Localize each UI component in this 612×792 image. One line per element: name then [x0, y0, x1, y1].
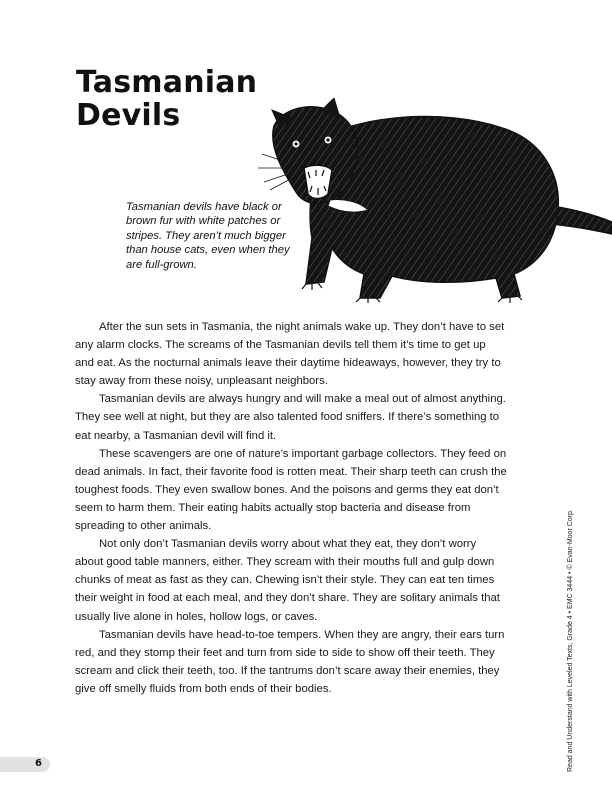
page-number-tab — [0, 757, 50, 772]
paragraph: Tasmanian devils have head-to-toe tempers. When they are angry, their ears turn red, and they stomp their feet and turn from side to side to show off their teeth. They scream and click their teeth, too. If the tantrums don’t scare away their enemies, they give off smelly fluids from both ends of their bodies. — [75, 628, 505, 695]
publisher-credit: Read and Understand with Leveled Texts, Grade 4 • EMC 3444 • © Evan-Moor Corp. — [567, 509, 574, 772]
paragraph: Not only don’t Tasmanian devils worry about what they eat, they don’t worry about good table manners, either. They scream with their mouths full and gulp down chunks of meat as fast as they can. Chewing isn’t their style. They can eat ten times their weight in food at each meal, and they don’t share. They are solitary animals that usually live alone in holes, hollow logs, or caves. — [75, 538, 500, 623]
illustration-caption: Tasmanian devils have black or brown fur with white patches or stripes. They aren’t much bigger than house cats, even when they are full-grown. — [126, 201, 290, 271]
paragraph: Tasmanian devils are always hungry and will make a meal out of almost anything. They see well at night, but they are also talented food sniffers. If there’s something to eat nearby, a Tasmanian devil will find it. — [75, 393, 506, 442]
paragraph: These scavengers are one of nature’s important garbage collectors. They feed on dead animals. In fact, their favorite food is rotten meat. Their sharp teeth can crush the toughest foods. They even swallow bones. And the poisons and germs they eat don’t seem to harm them. Their eating habits actually stop bacteria and disease from spreading to other animals. — [75, 447, 507, 533]
page-number: 6 — [35, 758, 42, 769]
title-line-2: Devils — [76, 98, 181, 133]
devil-tail — [550, 206, 612, 234]
title-line-1: Tasmanian — [76, 65, 258, 100]
tasmanian-devil-illustration — [252, 98, 612, 308]
paragraph: After the sun sets in Tasmania, the night animals wake up. They don’t have to set any alarm clocks. The screams of the Tasmanian devils tell them it’s time to get up and eat. As the nocturnal animals leave their daytime hideaways, however, they try to stay away from these noisy, unpleasant neighbors. — [75, 321, 505, 388]
article-body — [75, 318, 507, 698]
page-title — [76, 66, 257, 132]
